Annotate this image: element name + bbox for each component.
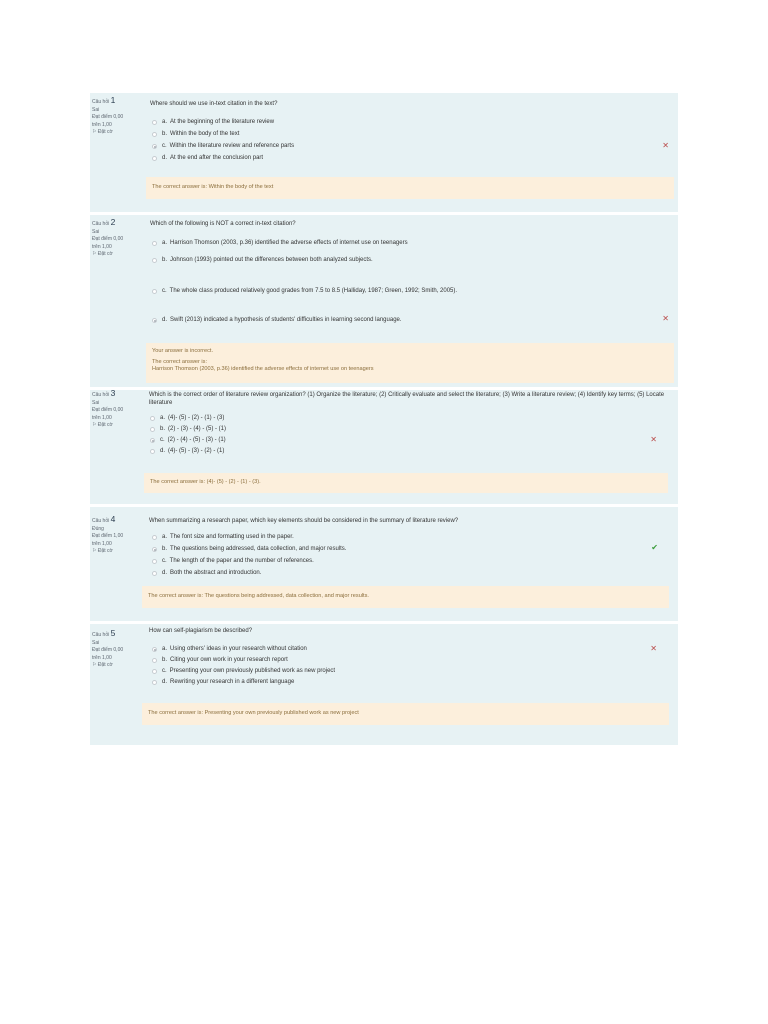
answer-letter: d.: [162, 679, 168, 685]
flag-icon: ⚐: [92, 662, 97, 668]
flag-icon: ⚐: [92, 548, 97, 554]
radio-button[interactable]: [152, 535, 157, 540]
answer-option-b[interactable]: [152, 657, 288, 663]
answer-letter: a.: [160, 415, 166, 421]
correct-answer-label: The correct answer is:: [152, 358, 208, 365]
answer-letter: d.: [160, 448, 166, 454]
question-number: 1: [110, 95, 116, 105]
flag-question-link[interactable]: [92, 662, 142, 670]
answer-option-d[interactable]: [152, 155, 263, 161]
cross-icon: ✕: [650, 644, 657, 653]
question-number: 3: [110, 388, 116, 398]
radio-button[interactable]: [152, 289, 157, 294]
flag-icon: ⚐: [92, 422, 97, 428]
radio-button-selected[interactable]: [152, 547, 157, 552]
answer-text: Within the literature review and reference parts: [169, 143, 295, 149]
answer-letter: d.: [162, 155, 168, 161]
answer-option-c[interactable]: [152, 288, 457, 294]
answer-text: Swift (2013) indicated a hypothesis of students' difficulties in learning second language.: [170, 317, 402, 323]
radio-button-selected[interactable]: [152, 318, 157, 323]
answer-text: At the end after the conclusion part: [170, 155, 264, 161]
question-text: Where should we use in-text citation in the text?: [150, 101, 278, 107]
question-max-score: trên 1,00: [92, 121, 112, 128]
radio-button[interactable]: [150, 449, 155, 454]
flag-question-label: Đặt cờ: [97, 422, 113, 428]
cross-icon: ✕: [662, 141, 669, 150]
question-info: [92, 390, 142, 430]
answer-text: Within the body of the text: [170, 131, 240, 137]
cross-icon: ✕: [662, 314, 669, 323]
flag-question-label: Đặt cờ: [97, 129, 113, 135]
answer-letter: a.: [162, 119, 168, 125]
feedback-incorrect-text: Your answer is incorrect.: [152, 348, 214, 354]
question-score: Đạt điểm 0,00: [92, 114, 124, 120]
answer-option-c[interactable]: [150, 437, 226, 443]
flag-question-link[interactable]: [92, 422, 142, 430]
answer-option-a[interactable]: [152, 646, 307, 652]
question-text: Which is the correct order of literature review organization? (1) Organize the literature; (2) Critically evaluate and select the literature; (3) Write a literature review; (4) Identify key terms; (5) Locate literature: [149, 392, 665, 406]
feedback-box: [144, 473, 668, 493]
flag-question-label: Đặt cờ: [97, 548, 113, 554]
correct-answer-text: Harrison Thomson (2003, p.36) identified the adverse effects of internet use on teenagers: [152, 366, 374, 372]
radio-button[interactable]: [152, 669, 157, 674]
flag-question-link[interactable]: [92, 129, 142, 137]
question-status: Sai: [92, 106, 100, 113]
question-info: [92, 219, 142, 259]
radio-button[interactable]: [152, 559, 157, 564]
answer-letter: c.: [160, 437, 165, 443]
question-number: 5: [110, 628, 116, 638]
answer-letter: b.: [162, 657, 168, 663]
radio-button[interactable]: [152, 680, 157, 685]
question-max-score: trên 1,00: [92, 654, 112, 661]
correct-answer-text: The correct answer is: Presenting your own previously published work as new project: [148, 710, 359, 716]
question-number: 2: [110, 217, 116, 227]
correct-answer-text: The correct answer is: Within the body of the text: [152, 184, 274, 190]
answer-text: (4)- (5) - (2) - (1) - (3): [168, 415, 225, 421]
question-3: [90, 390, 678, 504]
answer-letter: a.: [162, 534, 168, 540]
feedback-box: [146, 177, 674, 199]
radio-button[interactable]: [150, 427, 155, 432]
radio-button[interactable]: [152, 156, 157, 161]
question-info: [92, 630, 142, 670]
answer-option-c[interactable]: [152, 558, 314, 564]
answer-letter: c.: [162, 143, 167, 149]
answer-option-d[interactable]: [152, 317, 402, 323]
answer-option-d[interactable]: [150, 448, 224, 454]
quiz-review-panel: [90, 93, 678, 745]
answer-text: Johnson (1993) pointed out the differences between both analyzed subjects.: [170, 257, 373, 263]
feedback-box: [142, 703, 669, 725]
feedback-box: [142, 586, 669, 608]
answer-option-a[interactable]: [152, 240, 408, 246]
check-icon: ✔: [651, 543, 658, 552]
radio-button[interactable]: [152, 658, 157, 663]
answer-letter: d.: [162, 317, 168, 323]
question-label: Câu hỏi: [92, 99, 110, 105]
radio-button[interactable]: [152, 132, 157, 137]
question-status: Sai: [92, 228, 100, 235]
question-2: [90, 215, 678, 387]
correct-answer-text: The correct answer is: (4)- (5) - (2) - (1) - (3).: [150, 479, 261, 485]
question-score: Đạt điểm 0,00: [92, 647, 124, 653]
answer-option-a[interactable]: [152, 534, 294, 540]
answer-letter: b.: [162, 257, 168, 263]
answer-text: Using others' ideas in your research without citation: [170, 646, 307, 652]
answer-option-b[interactable]: [150, 426, 226, 432]
answer-text: Both the abstract and introduction.: [170, 570, 262, 576]
flag-icon: ⚐: [92, 251, 97, 257]
question-label: Câu hỏi: [92, 518, 110, 524]
answer-letter: b.: [160, 426, 166, 432]
question-text: Which of the following is NOT a correct in-text citation?: [150, 221, 296, 227]
cross-icon: ✕: [650, 435, 657, 444]
answer-letter: a.: [162, 240, 168, 246]
question-label: Câu hỏi: [92, 221, 110, 227]
radio-button[interactable]: [150, 416, 155, 421]
radio-button[interactable]: [152, 571, 157, 576]
question-1: [90, 93, 678, 213]
question-text: How can self-plagiarism be described?: [149, 628, 253, 634]
answer-text: The whole class produced relatively good grades from 7.5 to 8.5 (Halliday, 1987; Green, 1992; Smith, 2005).: [169, 288, 458, 294]
radio-button-selected[interactable]: [150, 438, 155, 443]
answer-text: (4)- (5) - (3) - (2) - (1): [168, 448, 225, 454]
answer-option-b[interactable]: [152, 131, 239, 137]
question-text: When summarizing a research paper, which key elements should be considered in the summary of literature review?: [149, 518, 459, 524]
radio-button-selected[interactable]: [152, 647, 157, 652]
answer-text: The font size and formatting used in the paper.: [170, 534, 294, 540]
question-number: 4: [110, 514, 116, 524]
question-status: Sai: [92, 399, 100, 406]
answer-text: The questions being addressed, data collection, and major results.: [170, 546, 347, 552]
answer-option-c[interactable]: [152, 668, 335, 674]
question-score: Đạt điểm 0,00: [92, 236, 124, 242]
radio-button[interactable]: [152, 258, 157, 263]
answer-letter: c.: [162, 288, 167, 294]
answer-text: Harrison Thomson (2003, p.36) identified the adverse effects of internet use on teenagers: [170, 240, 408, 246]
answer-letter: d.: [162, 570, 168, 576]
answer-text: The length of the paper and the number of references.: [169, 558, 314, 564]
answer-letter: c.: [162, 558, 167, 564]
answer-option-a[interactable]: [150, 415, 224, 421]
radio-button-selected[interactable]: [152, 144, 157, 149]
question-score: Đạt điểm 0,00: [92, 407, 124, 413]
question-label: Câu hỏi: [92, 392, 110, 398]
answer-letter: a.: [162, 646, 168, 652]
radio-button[interactable]: [152, 241, 157, 246]
flag-question-label: Đặt cờ: [97, 251, 113, 257]
answer-text: Rewriting your research in a different language: [170, 679, 295, 685]
answer-letter: b.: [162, 546, 168, 552]
answer-text: At the beginning of the literature review: [170, 119, 275, 125]
answer-option-b[interactable]: [152, 546, 346, 552]
radio-button[interactable]: [152, 120, 157, 125]
answer-letter: b.: [162, 131, 168, 137]
question-status: Đúng: [92, 525, 104, 532]
answer-text: (2) - (3) - (4) - (5) - (1): [168, 426, 227, 432]
question-max-score: trên 1,00: [92, 243, 112, 250]
question-max-score: trên 1,00: [92, 414, 112, 421]
feedback-box: [146, 343, 674, 383]
question-info: [92, 97, 142, 137]
answer-text: Citing your own work in your research report: [170, 657, 288, 663]
question-status: Sai: [92, 639, 100, 646]
question-max-score: trên 1,00: [92, 540, 112, 547]
answer-option-a[interactable]: [152, 119, 274, 125]
answer-option-d[interactable]: [152, 679, 294, 685]
question-4: [90, 507, 678, 621]
flag-question-link[interactable]: [92, 251, 142, 259]
flag-question-label: Đặt cờ: [97, 662, 113, 668]
question-5: [90, 624, 678, 745]
question-score: Đạt điểm 1,00: [92, 533, 124, 539]
question-info: [92, 516, 142, 556]
flag-question-link[interactable]: [92, 548, 142, 556]
answer-text: Presenting your own previously published work as new project: [169, 668, 336, 674]
answer-option-c[interactable]: [152, 143, 294, 149]
answer-letter: c.: [162, 668, 167, 674]
correct-answer-text: The correct answer is: The questions being addressed, data collection, and major results.: [148, 593, 369, 599]
answer-text: (2) - (4) - (5) - (3) - (1): [167, 437, 226, 443]
answer-option-d[interactable]: [152, 570, 261, 576]
answer-option-b[interactable]: [152, 257, 373, 263]
question-label: Câu hỏi: [92, 632, 110, 638]
flag-icon: ⚐: [92, 129, 97, 135]
